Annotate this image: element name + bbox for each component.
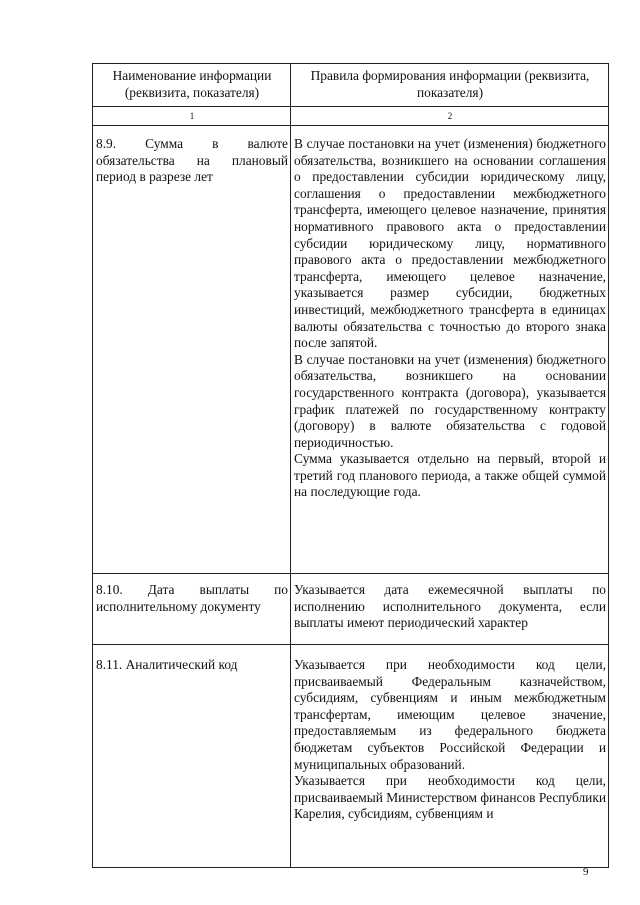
table-header-row [93, 64, 609, 107]
row-name-8-9: 8.9. Сумма в валюте обязательства на плановый период в разрезе лет [93, 126, 291, 574]
rules-paragraph: Указывается дата ежемесячной выплаты по исполнению исполнительного документа, если выплаты имеют периодический характер [294, 582, 606, 631]
rules-paragraph: Указывается при необходимости код цели, присваиваемый Министерством финансов Республики Карелия, субсидиям, субвенциям и [294, 773, 606, 822]
header-col1: Наименование информации (реквизита, показателя) [93, 64, 291, 107]
column-number-2: 2 [291, 107, 609, 126]
rules-paragraph: Указывается при необходимости код цели, присваиваемый Федеральным казначейством, субсидиям, субвенциям и иным межбюджетным трансфертам, имеющим целевое значение, предоставляемым из федерального бюджета бюджетам субъектов Российской Федерации и муниципальных образований. [294, 657, 606, 772]
row-rules-8-10 [291, 574, 609, 645]
table-row [93, 126, 609, 574]
column-number-row [93, 107, 609, 126]
table-row [93, 645, 609, 868]
rules-paragraph: В случае постановки на учет (изменения) бюджетного обязательства, возникшего на основании государственного контракта (договора), указывается график платежей по государственному контракту (договору) в валюте обязательства с годовой периодичностью. [294, 351, 606, 450]
rules-paragraph: Сумма указывается отдельно на первый, второй и третий год планового периода, а также общей суммой на последующие года. [294, 451, 606, 500]
row-rules-8-9 [291, 126, 609, 574]
column-number-1: 1 [93, 107, 291, 126]
header-col2: Правила формирования информации (реквизита, показателя) [291, 64, 609, 107]
row-rules-8-11 [291, 645, 609, 868]
row-name-8-11: 8.11. Аналитический код [93, 645, 291, 868]
table-row [93, 574, 609, 645]
rules-table [92, 63, 609, 868]
rules-paragraph: В случае постановки на учет (изменения) бюджетного обязательства, возникшего на основании соглашения о предоставлении субсидии юридическому лицу, соглашения о предоставлении межбюджетного трансферта, имеющего целевое назначение, принятия нормативного правового акта о предоставлении субсидии юридическому лицу, нормативного правового акта о предоставлении межбюджетного трансферта, имеющего целевое назначение, указывается размер субсидии, бюджетных инвестиций, межбюджетного трансферта в единицах валюты обязательства с точностью до второго знака после запятой. [294, 136, 606, 351]
row-name-8-10: 8.10. Дата выплаты по исполнительному документу [93, 574, 291, 645]
page-number: 9 [583, 866, 589, 878]
